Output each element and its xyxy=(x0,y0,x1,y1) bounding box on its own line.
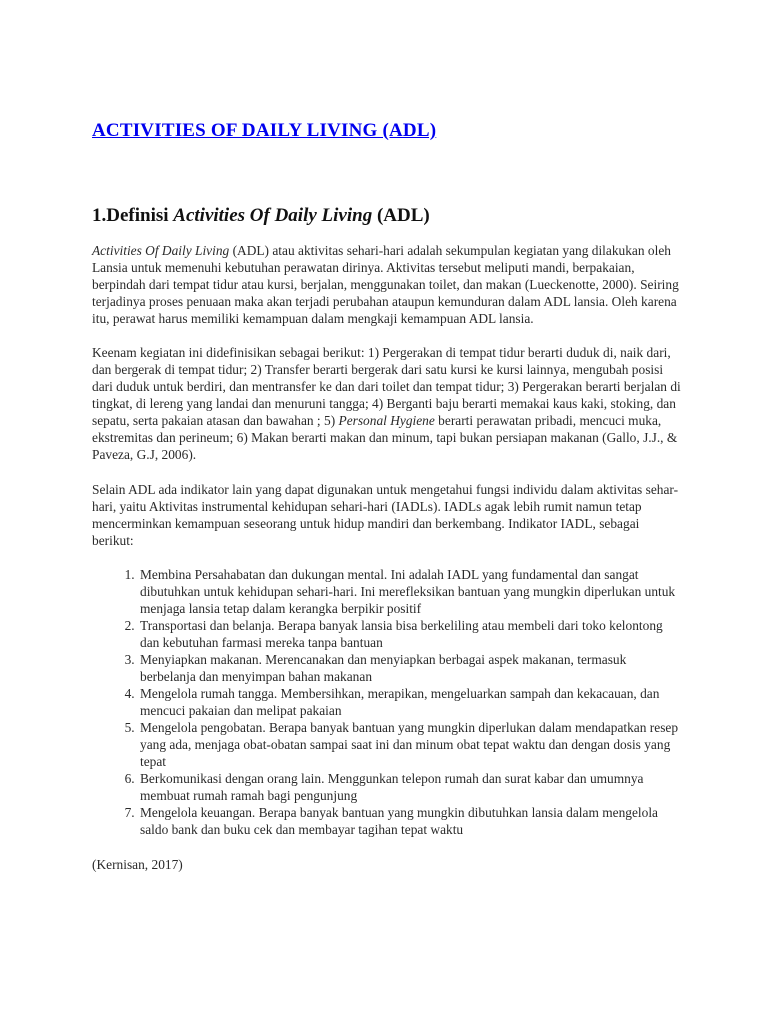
paragraph-six-activities-text-after: berarti perawatan pribadi, mencuci muka, ekstremitas dan perineum; 6) Makan berarti makan dan minum, tapi bukan persiapan makanan (Gallo, J.J., & Paveza, G.J, 2006). xyxy=(92,413,678,462)
section-heading-suffix: (ADL) xyxy=(372,205,430,226)
list-item: 6. Berkomunikasi dengan orang lain. Menggunkan telepon rumah dan surat kabar dan umumnya membuat rumah ramah bagi pengunjung xyxy=(138,770,682,804)
citation: (Kernisan, 2017) xyxy=(92,857,183,872)
paragraph-six-activities-italic: Personal Hygiene xyxy=(338,413,435,428)
section-heading-italic: Activities Of Daily Living xyxy=(173,205,373,226)
list-item: 4. Mengelola rumah tangga. Membersihkan, merapikan, mengeluarkan sampah dan kekacauan, dan mencuci pakaian dan melipat pakaian xyxy=(138,685,682,719)
list-item: 5. Mengelola pengobatan. Berapa banyak bantuan yang mungkin diperlukan dalam mendapatkan resep yang ada, menjaga obat-obatan sampai saat ini dan minum obat tepat waktu dan dengan dosis yang tepat xyxy=(138,719,682,770)
paragraph-six-activities-text-before: Keenam kegiatan ini didefinisikan sebagai berikut: 1) Pergerakan di tempat tidur berarti duduk di, naik dari, dan bergerak di tempat tidur; 2) Transfer berarti bergerak dari satu kursi ke kursi lainnya, mengubah posisi dari duduk untuk berdiri, dan mentransfer ke dan dari toilet dan tempat tidur; 3) Pergerakan berarti berjalan di tingkat, di lereng yang landai dan menuruni tangga; 4) Berganti baju berarti memakai kaus kaki, stoking, dan sepatu, serta pakaian atasan dan bawahan ; 5) xyxy=(92,345,681,428)
section-heading xyxy=(92,204,682,228)
paragraph-six-activities xyxy=(92,344,682,463)
document-title-link[interactable]: ACTIVITIES OF DAILY LIVING (ADL) xyxy=(92,120,437,141)
paragraph-definition xyxy=(92,242,682,327)
paragraph-iadl-intro: Selain ADL ada indikator lain yang dapat digunakan untuk mengetahui fungsi individu dalam aktivitas sehar-hari, yaitu Aktivitas instrumental kehidupan sehari-hari (IADLs). IADLs agak lebih rumit namun tetap mencerminkan kemampuan seseorang untuk hidup mandiri dan berkembang. Indikator IADL, sebagai berikut: xyxy=(92,482,679,548)
list-item: 1. Membina Persahabatan dan dukungan mental. Ini adalah IADL yang fundamental dan sangat dibutuhkan untuk kehidupan sehari-hari. Ini merefleksikan bantuan yang mungkin diperlukan untuk menjaga lansia tetap dalam kerangka berpikir positif xyxy=(138,566,682,617)
paragraph-definition-italic: Activities Of Daily Living xyxy=(92,243,230,258)
list-item: 2. Transportasi dan belanja. Berapa banyak lansia bisa berkeliling atau membeli dari toko kelontong dan kebutuhan farmasi mereka tanpa bantuan xyxy=(138,617,682,651)
document-page xyxy=(92,120,682,873)
section-heading-prefix: 1.Definisi xyxy=(92,205,174,226)
paragraph-definition-text: (ADL) atau aktivitas sehari-hari adalah sekumpulan kegiatan yang dilakukan oleh Lansia untuk memenuhi kebutuhan perawatan dirinya. Aktivitas tersebut meliputi mandi, berpakaian, berpindah dari tempat tidur atau kursi, berjalan, menggunakan toilet, dan makan (Lueckenotte, 2000). Seiring terjadinya proses penuaan maka akan terjadi perubahan ataupun kemunduran dalam ADL lansia. Oleh karena itu, perawat harus memiliki kemampuan dalam mengkaji kemampuan ADL lansia. xyxy=(92,243,679,326)
list-item: 7. Mengelola keuangan. Berapa banyak bantuan yang mungkin dibutuhkan lansia dalam mengelola saldo bank dan buku cek dan membayar tagihan tepat waktu xyxy=(138,804,682,838)
iadl-list xyxy=(92,566,682,838)
list-item: 3. Menyiapkan makanan. Merencanakan dan menyiapkan berbagai aspek makanan, termasuk berbelanja dan menyimpan bahan makanan xyxy=(138,651,682,685)
